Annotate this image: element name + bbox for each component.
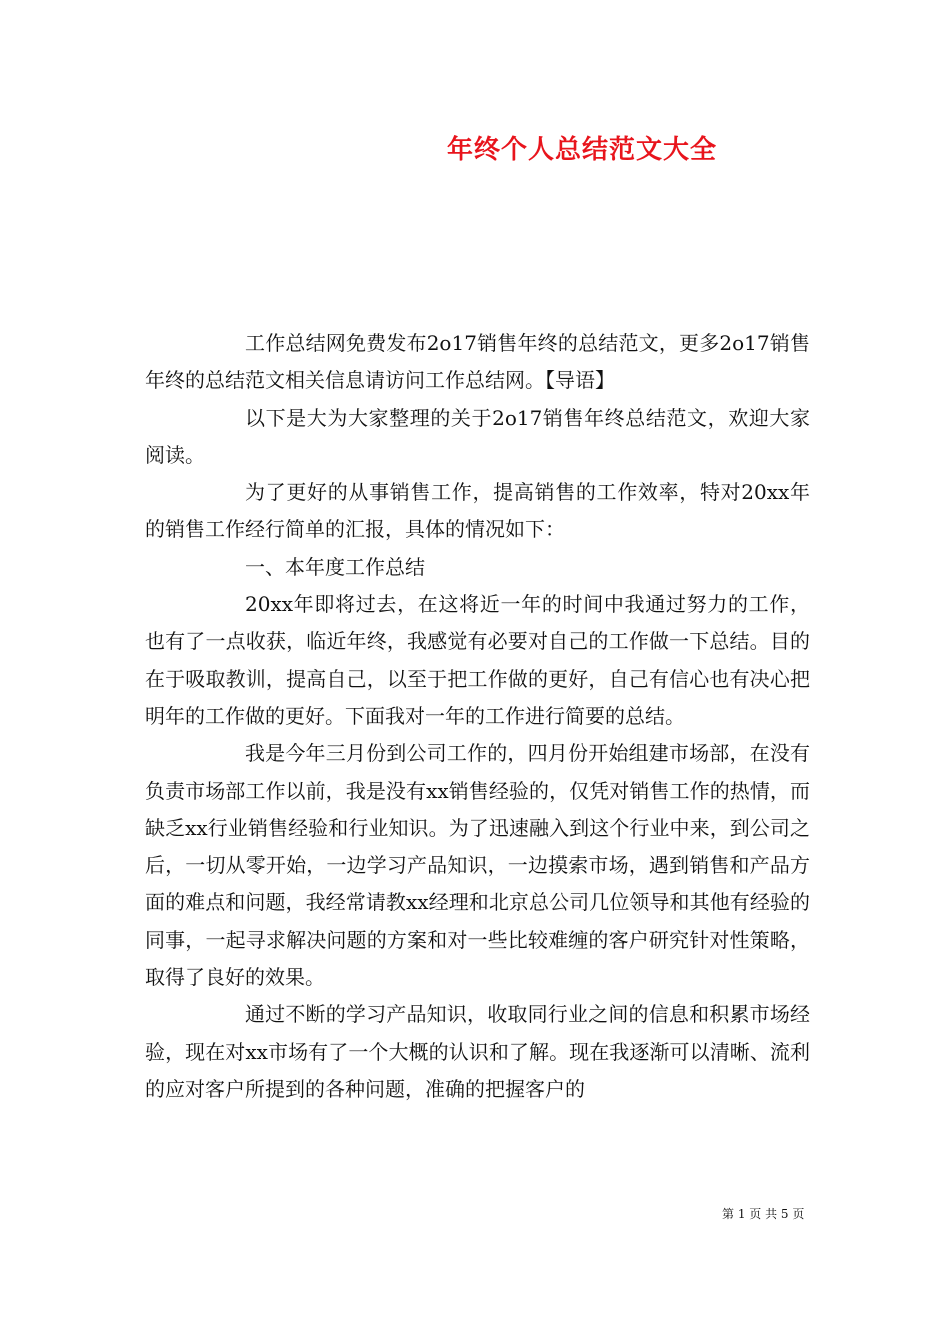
paragraph-year-review: 20xx年即将过去，在这将近一年的时间中我通过努力的工作，也有了一点收获，临近年终，我感觉有必要对自己的工作做一下总结。目的在于吸取教训，提高自己，以至于把工作做的更好，自己有信心也有决心把明年的工作做的更好。下面我对一年的工作进行简要的总结。 bbox=[145, 592, 810, 728]
paragraph-purpose: 为了更好的从事销售工作，提高销售的工作效率，特对20xx年的销售工作经行简单的汇报，具体的情况如下： bbox=[145, 480, 810, 542]
document-title: 年终个人总结范文大全 bbox=[447, 135, 718, 165]
paragraph-intro: 工作总结网免费发布2o17销售年终的总结范文，更多2o17销售年终的总结范文相关信息请访问工作总结网。【导语】 bbox=[145, 331, 810, 393]
paragraph-learning: 通过不断的学习产品知识，收取同行业之间的信息和积累市场经验，现在对xx市场有了一个大概的认识和了解。现在我逐渐可以清晰、流利的应对客户所提到的各种问题，准确的把握客户的 bbox=[145, 1002, 810, 1101]
paragraph-experience: 我是今年三月份到公司工作的，四月份开始组建市场部，在没有负责市场部工作以前，我是没有xx销售经验的，仅凭对销售工作的热情，而缺乏xx行业销售经验和行业知识。为了迅速融入到这个行业中来，到公司之后，一切从零开始，一边学习产品知识，一边摸索市场，遇到销售和产品方面的难点和问题，我经常请教xx经理和北京总公司几位领导和其他有经验的同事，一起寻求解决问题的方案和对一些比较难缠的客户研究针对性策略，取得了良好的效果。 bbox=[145, 741, 810, 990]
page-number-footer: 第 1 页 共 5 页 bbox=[722, 1207, 805, 1221]
document-body bbox=[145, 325, 810, 1108]
paragraph-guide: 以下是大为大家整理的关于2o17销售年终总结范文，欢迎大家阅读。 bbox=[145, 405, 810, 467]
section-heading: 一、本年度工作总结 bbox=[245, 554, 425, 579]
